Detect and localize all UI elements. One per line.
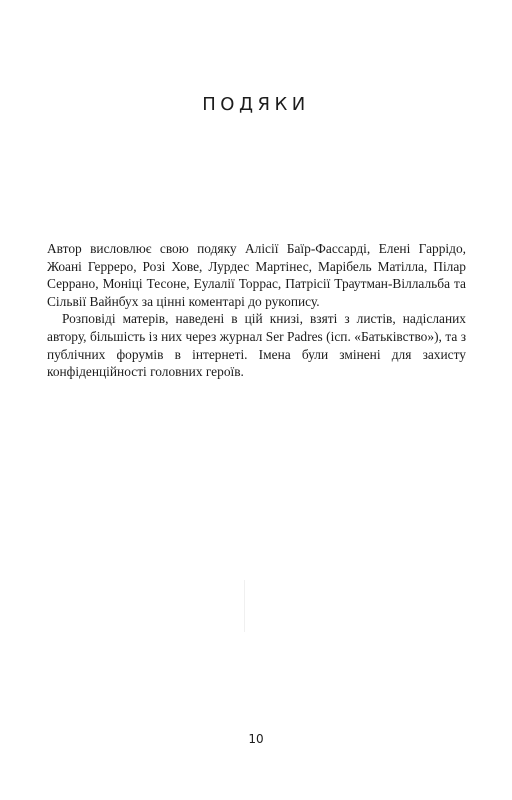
acknowledgements-text xyxy=(47,240,466,381)
page-number: 10 xyxy=(248,732,264,746)
paper-crease xyxy=(244,580,245,632)
paragraph-1: Автор висловлює свою подяку Алісії Баїр-Фассарді, Елені Гаррідо, Жоані Герреро, Розі Хове, Лурдес Мартінес, Марібель Матілла, Пілар Серрано, Моніці Тесоне, Еулалії Торрас, Патрісії Траутман-Віллальба та Сільвії Вайнбух за цінні коментарі до рукопису. xyxy=(47,241,466,309)
page-title: ПОДЯКИ xyxy=(202,94,310,115)
paragraph-2: Розповіді матерів, наведені в цій книзі, взяті з листів, надісланих автору, більшість із них через журнал Ser Padres (ісп. «Батьківство»), та з публічних форумів в інтернеті. Імена були змінені для захисту конфіденційності головних героїв. xyxy=(47,311,466,380)
